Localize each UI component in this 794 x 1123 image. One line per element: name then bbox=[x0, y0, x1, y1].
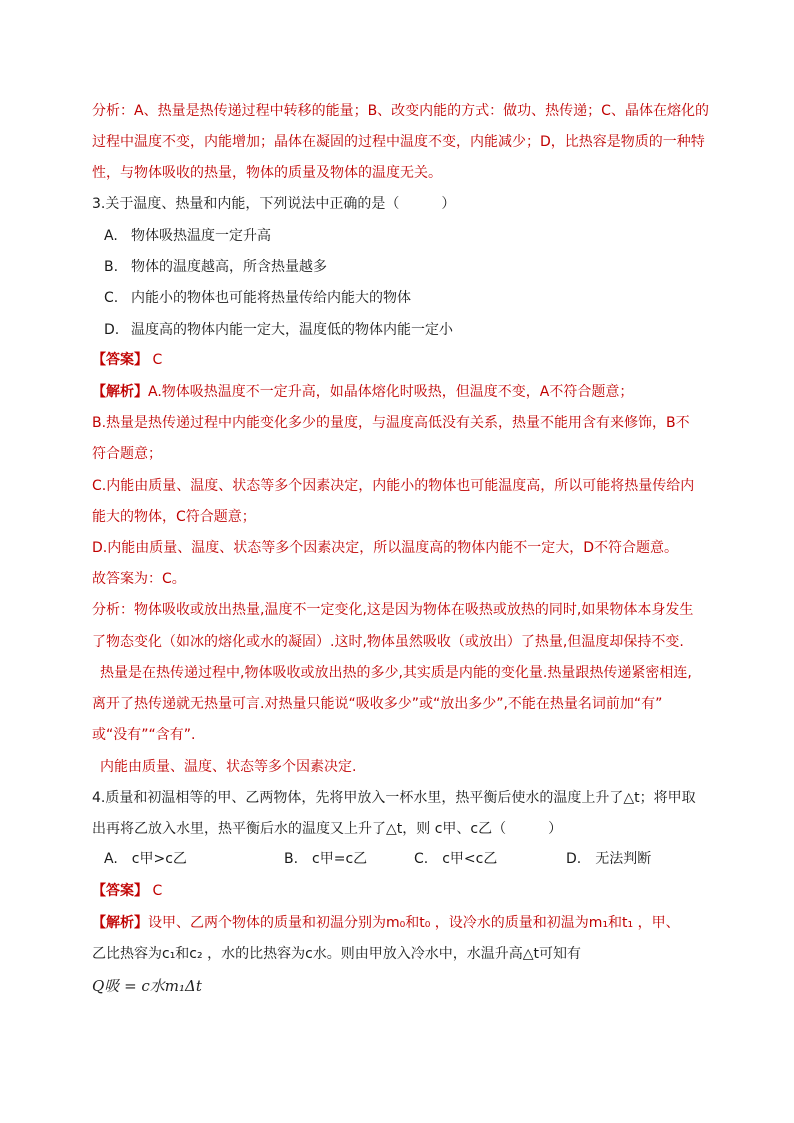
answer-value: C bbox=[152, 352, 163, 368]
q4-options bbox=[104, 849, 704, 869]
q3-option-key: A. bbox=[104, 228, 118, 244]
q3-explain-line-1 bbox=[92, 382, 633, 402]
q3-option-text: 物体吸热温度一定升高 bbox=[131, 228, 271, 244]
q3-answer bbox=[92, 350, 162, 370]
q3-option-text: 温度高的物体内能一定大，温度低的物体内能一定小 bbox=[131, 322, 453, 338]
explain-label: 【解析】 bbox=[92, 915, 148, 931]
q3-analysis-line-3: 热量是在热传递过程中,物体吸收或放出热的多少,其实质是内能的变化量.热量跟热传递紧密相连, bbox=[100, 665, 692, 681]
analysis2-line-1: 分析：A、热量是热传递过程中转移的能量；B、改变内能的方式：做功、热传递；C、晶体在熔化的 bbox=[92, 103, 709, 119]
q3-analysis-line-2: 了物态变化（如冰的熔化或水的凝固）.这时,物体虽然吸收（或放出）了热量,但温度却保持不变. bbox=[92, 634, 684, 650]
q3-analysis-line-6: 内能由质量、温度、状态等多个因素决定. bbox=[100, 759, 357, 775]
analysis2-line-3: 性，与物体吸收的热量，物体的质量及物体的温度无关。 bbox=[92, 165, 442, 181]
answer-label: 【答案】 bbox=[92, 352, 148, 368]
q4-option-b: B. c甲=c乙 bbox=[284, 851, 368, 867]
q4-option-c: C. c甲<c乙 bbox=[414, 851, 498, 867]
q3-option-key: B. bbox=[104, 259, 119, 275]
q3-option-c bbox=[104, 288, 411, 308]
q3-explain-line-3: 符合题意； bbox=[92, 446, 162, 462]
q4-option-a: A. c甲>c乙 bbox=[104, 851, 187, 867]
q4-answer bbox=[92, 881, 162, 901]
answer-value: C bbox=[152, 883, 163, 899]
q3-explain-line-4: C.内能由质量、温度、状态等多个因素决定，内能小的物体也可能温度高，所以可能将热量传给内 bbox=[92, 478, 695, 494]
answer-label: 【答案】 bbox=[92, 883, 148, 899]
q3-explain-line-6: D.内能由质量、温度、状态等多个因素决定，所以温度高的物体内能不一定大，D不符合题意。 bbox=[92, 540, 679, 556]
q3-explain-line-2: B.热量是热传递过程中内能变化多少的量度，与温度高低没有关系，热量不能用含有来修饰，B不 bbox=[92, 415, 690, 431]
q4-stem-line-1: 4.质量和初温相等的甲、乙两物体，先将甲放入一杯水里，热平衡后使水的温度上升了△t；将甲取 bbox=[92, 790, 696, 806]
q4-explain-line-1 bbox=[92, 913, 680, 933]
q3-option-text: 内能小的物体也可能将热量传给内能大的物体 bbox=[131, 290, 411, 306]
q3-analysis-line-1: 分析：物体吸收或放出热量,温度不一定变化,这是因为物体在吸热或放热的同时,如果物体本身发生 bbox=[92, 602, 694, 618]
q3-option-key: D. bbox=[104, 322, 120, 338]
analysis2-line-2: 过程中温度不变，内能增加；晶体在凝固的过程中温度不变，内能减少；D，比热容是物质的一种特 bbox=[92, 134, 705, 150]
q4-formula: Q吸 = c水m₁Δt bbox=[92, 977, 202, 995]
q3-option-key: C. bbox=[104, 290, 119, 306]
q3-stem: 3.关于温度、热量和内能，下列说法中正确的是（ ） bbox=[92, 196, 456, 212]
q3-option-b bbox=[104, 257, 327, 277]
q4-explain-line-2: 乙比热容为c₁和c₂ ，水的比热容为c水。则由甲放入冷水中，水温升高△t可知有 bbox=[92, 946, 582, 962]
explain-label: 【解析】 bbox=[92, 384, 148, 400]
explain-text: A.物体吸热温度不一定升高，如晶体熔化时吸热，但温度不变，A不符合题意； bbox=[148, 384, 634, 400]
q3-explain-line-5: 能大的物体，C符合题意； bbox=[92, 509, 256, 525]
q4-stem-line-2: 出再将乙放入水里，热平衡后水的温度又上升了△t，则 c甲、c乙（ ） bbox=[92, 821, 563, 837]
q3-option-d bbox=[104, 320, 453, 340]
q3-final-answer: 故答案为：C。 bbox=[92, 571, 186, 587]
q3-analysis-line-5: 或“没有”“含有”. bbox=[92, 727, 196, 743]
explain-text: 设甲、乙两个物体的质量和初温分别为m₀和t₀ ，设冷水的质量和初温为m₁和t₁ ，甲、 bbox=[148, 915, 680, 931]
q3-option-a bbox=[104, 226, 271, 246]
q4-option-d: D. 无法判断 bbox=[566, 851, 652, 867]
q3-analysis-line-4: 离开了热传递就无热量可言.对热量只能说“吸收多少”或“放出多少”,不能在热量名词前加“有” bbox=[92, 696, 663, 712]
q3-option-text: 物体的温度越高，所含热量越多 bbox=[131, 259, 327, 275]
